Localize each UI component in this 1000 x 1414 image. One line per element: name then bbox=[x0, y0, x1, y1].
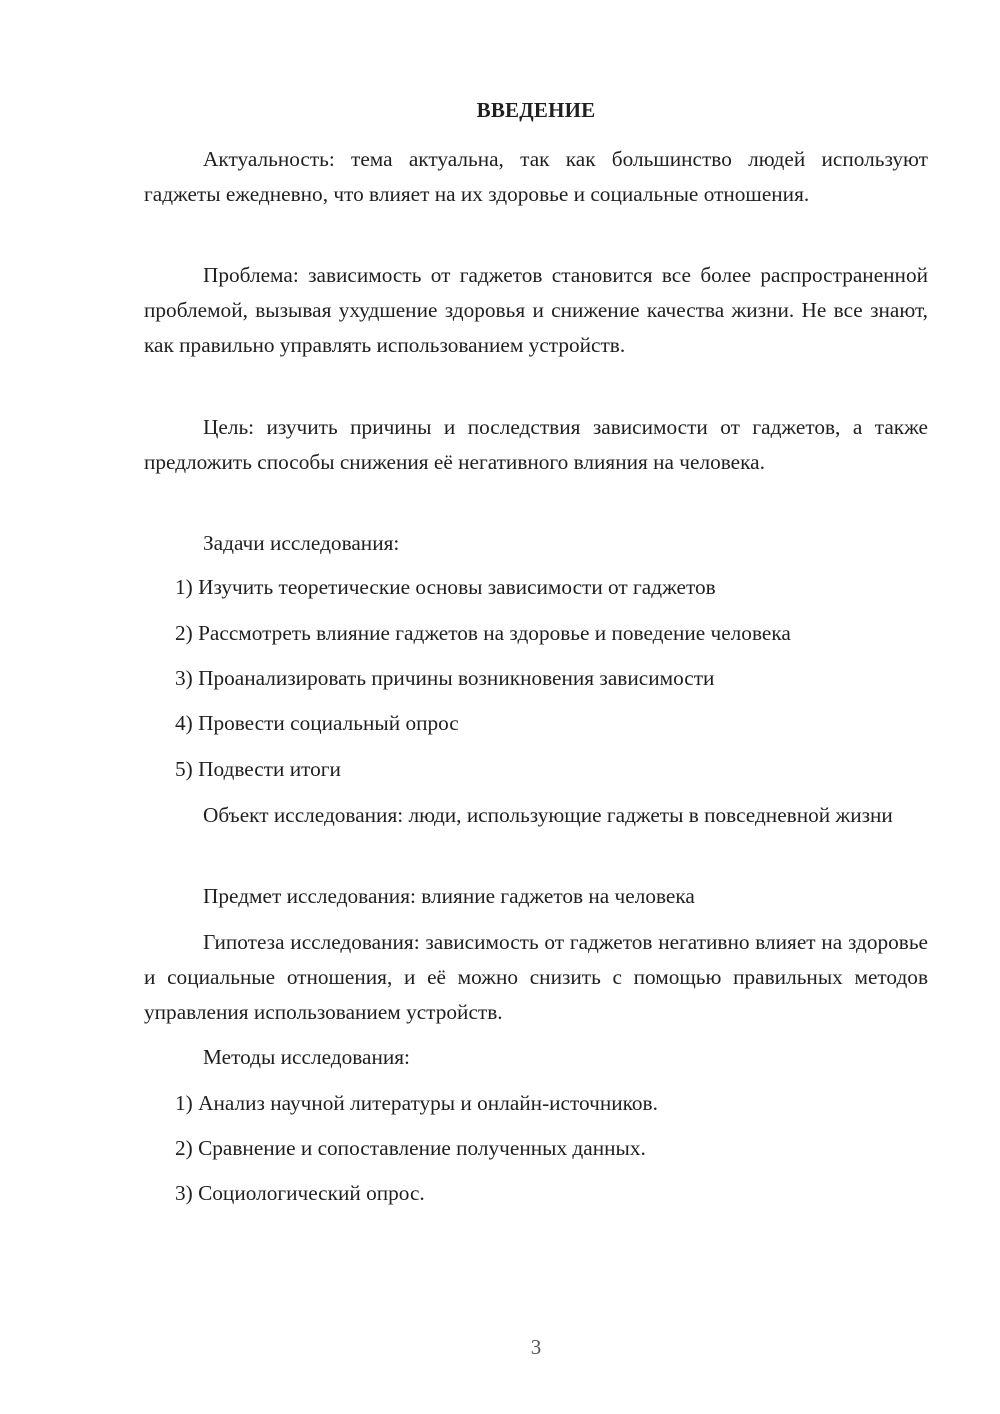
relevance-paragraph: Актуальность: тема актуальна, так как большинство людей используют гаджеты ежедневно, что влияет на их здоровье и социальные отношения. bbox=[144, 147, 928, 206]
object-paragraph: Объект исследования: люди, использующие гаджеты в повседневной жизни bbox=[203, 803, 893, 827]
task-item: 5) Подвести итоги bbox=[175, 757, 341, 781]
task-item: 2) Рассмотреть влияние гаджетов на здоровье и поведение человека bbox=[175, 621, 791, 645]
page-number: 3 bbox=[530, 1335, 542, 1359]
section-title: ВВЕДЕНИЕ bbox=[476, 98, 596, 122]
goal-paragraph: Цель: изучить причины и последствия зависимости от гаджетов, а также предложить способы снижения её негативного влияния на человека. bbox=[144, 415, 928, 474]
method-item: 2) Сравнение и сопоставление полученных данных. bbox=[175, 1136, 646, 1160]
hypothesis-paragraph: Гипотеза исследования: зависимость от гаджетов негативно влияет на здоровье и социальные отношения, и её можно снизить с помощью правильных методов управления использованием устройств. bbox=[144, 930, 928, 1024]
problem-paragraph: Проблема: зависимость от гаджетов становится все более распространенной проблемой, вызывая ухудшение здоровья и снижение качества жизни. Не все знают, как правильно управлять использованием устройств. bbox=[144, 263, 928, 357]
method-item: 3) Социологический опрос. bbox=[175, 1181, 425, 1205]
method-item: 1) Анализ научной литературы и онлайн-источников. bbox=[175, 1091, 658, 1115]
task-item: 4) Провести социальный опрос bbox=[175, 711, 459, 735]
methods-heading: Методы исследования: bbox=[203, 1045, 410, 1069]
task-item: 1) Изучить теоретические основы зависимости от гаджетов bbox=[175, 575, 716, 599]
subject-paragraph: Предмет исследования: влияние гаджетов на человека bbox=[203, 884, 695, 908]
task-item: 3) Проанализировать причины возникновения зависимости bbox=[175, 666, 715, 690]
tasks-heading: Задачи исследования: bbox=[203, 531, 400, 555]
